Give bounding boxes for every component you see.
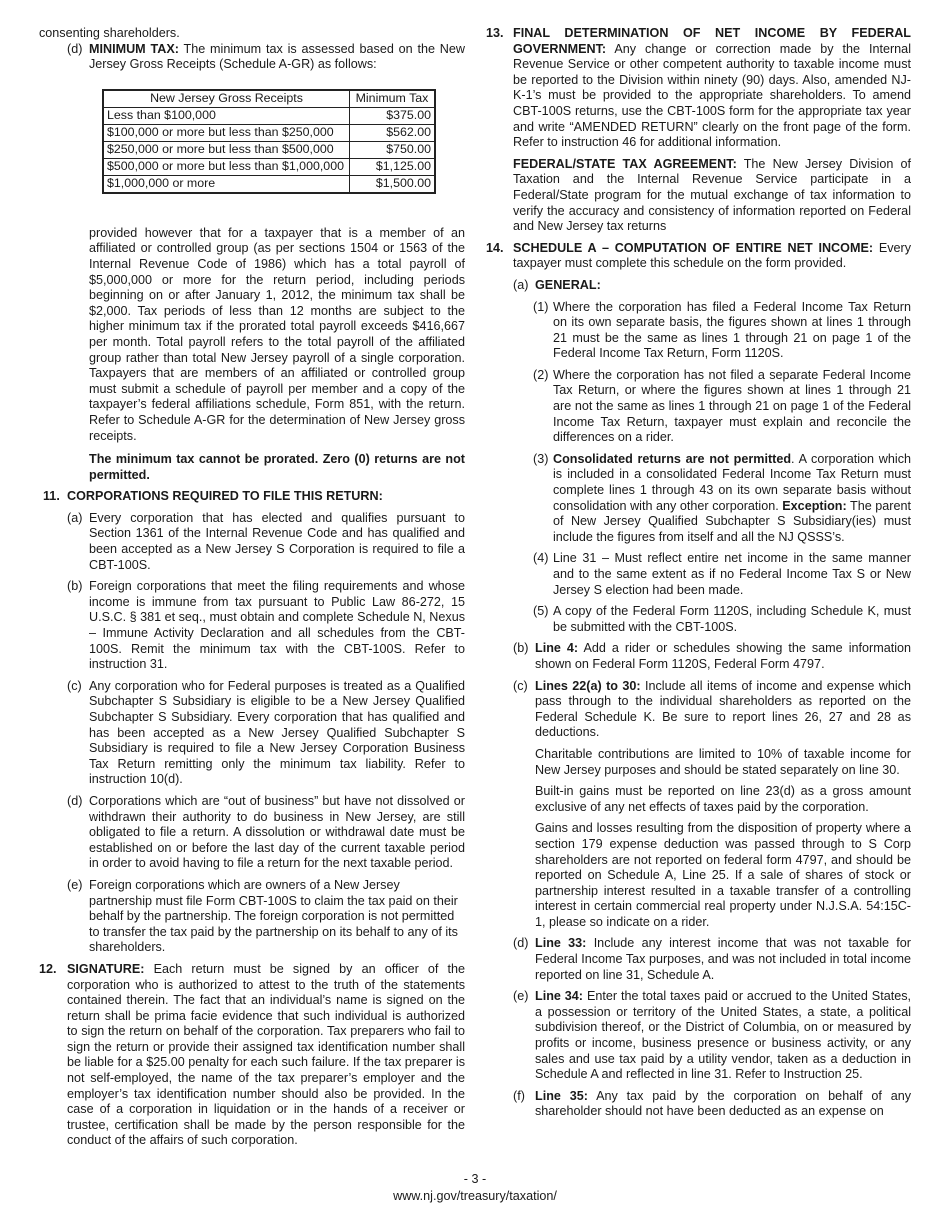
minimum-tax-item: (d) MINIMUM TAX: The minimum tax is assessed based on the New Jersey Gross Receipts (Schedule A-GR) as follows: [67, 41, 465, 72]
list-item: (e) Line 34: Enter the total taxes paid or accrued to the United States, a possession or territory of the United States, a state, a political subdivision thereof, or the District of Columbia, on or measured by profits or income, business presence or business activity, or any sales and use tax paid by a utility vendor, taken as a deduction in Schedule A and reflected in line 31. Refer to Instruction 25. [513, 989, 912, 1082]
list-item: (1) Where the corporation has filed a Federal Income Tax Return on its own separate basis, the figures shown at lines 1 through 21 must be the same as lines 1 through 21 on page 1 of the Federal Income Tax Return, Form 1120S. [533, 299, 911, 361]
section-14: 14. SCHEDULE A – COMPUTATION OF ENTIRE NET INCOME: Every taxpayer must complete this schedule on the form provided. [486, 240, 912, 271]
table-row: $1,000,000 or more $1,500.00 [103, 175, 435, 193]
table-row: Less than $100,000 $375.00 [103, 107, 435, 124]
list-item: (d) Line 33: Include any interest income that was not taxable for Federal Income Tax purposes, and was not included in total income reported on line 31, Schedule A. [513, 936, 912, 982]
left-column [39, 26, 465, 1155]
right-column [486, 26, 911, 1126]
list-item: (a) Every corporation that has elected and qualifies pursuant to Section 1361 of the Internal Revenue Code and has qualified and been accepted as a New Jersey S Corporation is required to file a CBT-100S. [67, 510, 465, 572]
footer-url: www.nj.gov/treasury/taxation/ [393, 1189, 557, 1203]
no-prorate-note: The minimum tax cannot be prorated. Zero (0) returns are not permitted. [89, 452, 465, 482]
minimum-tax-title: MINIMUM TAX: [89, 41, 179, 56]
section-11-list [67, 511, 465, 956]
table-row: $250,000 or more but less than $500,000 $750.00 [103, 141, 435, 158]
section-12-title: SIGNATURE: [67, 961, 145, 976]
list-item: (f) Line 35: Any tax paid by the corporation on behalf of any shareholder should not have been deducted as an expense on [513, 1088, 911, 1119]
list-item: (a) GENERAL: [513, 277, 601, 292]
minimum-tax-table [102, 89, 436, 194]
federal-state-agreement: FEDERAL/STATE TAX AGREEMENT: The New Jersey Division of Taxation and the Internal Revenue Service participate in a Federal/State program for the mutual exchange of tax information to verify the accuracy and consistency of information reported on Federal and New Jersey tax returns [513, 156, 911, 234]
section-14-list [513, 278, 911, 1120]
list-item: (b) Line 4: Add a rider or schedules showing the same information shown on Federal Form 1120S, Federal Form 4797. [513, 641, 912, 671]
provided-paragraph: provided however that for a taxpayer that is a member of an affiliated or controlled group (as per sections 1504 or 1563 of the Internal Revenue Code of 1986) which has a total payroll of $5,000,000 or more for the return period, including periods beginning on or after January 1, 2012, the minimum tax shall be $2,000. Tax periods of less than 12 months are subject to the higher minimum tax if the prorated total payroll exceeds $416,667 per month. Total payroll refers to the total payroll of the affiliated group rather than total New Jersey payroll of a single corporation. Taxpayers that are members of an affiliated or controlled group must submit a schedule of payroll per member and a copy of the taxpayer’s federal affiliations schedule, Form 851, with the return. Refer to Schedule A-GR for the determination of New Jersey gross receipts. [89, 225, 465, 443]
section-11: 11. CORPORATIONS REQUIRED TO FILE THIS RETURN: [43, 489, 383, 504]
table-row: $100,000 or more but less than $250,000 $562.00 [103, 124, 435, 141]
list-item: (2) Where the corporation has not filed a separate Federal Income Tax Return, or where the figures shown at lines 1 through 21 are not the same as lines 1 through 21 on page 1 of the Federal Income Tax Return, taxpayer must explain and reconcile the differences on a rider. [533, 367, 911, 445]
section-13: 13. FINAL DETERMINATION OF NET INCOME BY FEDERAL GOVERNMENT: Any change or correction made by the Internal Revenue Service or other competent authority to taxable income must be reported to the Division within ninety (90) days. Also, amended NJ-K-1’s must be provided to the appropriate shareholders. To amend CBT-100S returns, use the CBT-100S form for the appropriate tax year and write “AMENDED RETURN” clearly on the front page of the form. Refer to instruction 46 for additional information. [486, 26, 911, 150]
table-row: $500,000 or more but less than $1,000,000 $1,125.00 [103, 158, 435, 175]
table-header: New Jersey Gross Receipts [103, 90, 350, 108]
section-14-title: SCHEDULE A – COMPUTATION OF ENTIRE NET INCOME: [513, 240, 874, 255]
list-item: (c) Any corporation who for Federal purposes is treated as a Qualified Subchapter S Subsidiary is eligible to be a New Jersey Qualified Subchapter S Subsidiary. Every corporation that has qualified and has been accepted as a New Jersey Qualified Subchapter S Subsidiary is required to file a New Jersey Corporation Business Tax Return remitting only the minimum tax liability. Refer to instruction 10(d). [67, 678, 465, 787]
list-item: (b) Foreign corporations that meet the filing requirements and whose income is immune from tax pursuant to Public Law 86-272, 15 U.S.C. § 381 et seq., must obtain and complete Schedule N, Nexus – Immune Activity Declaration and all schedules from the CBT-100S. Remit the minimum tax with the CBT-100S. Refer to instruction 31. [67, 579, 465, 672]
page-number: - 3 - [463, 1172, 487, 1186]
section-13-title: FINAL DETERMINATION OF NET INCOME BY FEDERAL GOVERNMENT: [513, 26, 911, 56]
section-12: 12. SIGNATURE: Each return must be signed by an officer of the corporation who is authorized to attest to the truth of the statements contained therein. The fact that an individual’s name is signed on the return shall be prima facie evidence that such individual is authorized to sign the return on behalf of the corporation. Tax preparers who fail to sign the return or provide their assigned tax identification number shall be liable for a $25.00 penalty for each such failure. If the tax preparer is not self-employed, the name of the tax preparer’s employer and the employer’s tax identification number should also be provided. In the case of a corporation in liquidation or in the hands of a receiver or trustee, certification shall be made by the person responsible for the conduct of the affairs of such corporation. [39, 961, 466, 1148]
section-11-title: CORPORATIONS REQUIRED TO FILE THIS RETURN: [67, 489, 383, 504]
general-list [533, 300, 911, 636]
list-item: (e) Foreign corporations which are owners of a New Jersey partnership must file Form CBT-100S to claim the tax paid on their behalf by the partnership. The foreign corporation is not permitted to transfer the tax paid by the partnership on its behalf to any of its shareholders. [67, 877, 458, 955]
table-header: Minimum Tax [350, 90, 436, 108]
list-item: (3) Consolidated returns are not permitted. A corporation which is included in a consolidated Federal Income Tax Return must complete lines 1 through 43 on its own separate basis without consolidation with any other corporation. Exception: The parent of New Jersey Qualified Subchapter S Subsidiary(ies) must include the figures from itself and all the NJ QSSS’s. [533, 451, 911, 544]
list-item: (5) A copy of the Federal Form 1120S, including Schedule K, must be submitted with the CBT-100S. [533, 604, 911, 634]
list-item: (d) Corporations which are “out of business” but have not dissolved or withdrawn their authority to do business in New Jersey, are still obligated to file a return. A dissolution or withdrawal date must be established on or before the last day of the current taxable period in order to avoid having to file a return for the next taxable period. [67, 793, 465, 871]
list-item: (c) Lines 22(a) to 30: Include all items of income and expense which pass through to the individual shareholders as reported on the Federal Schedule K. Be sure to report lines 26, 27 and 28 as deductions. Charitable contributions are limited to 10% of taxable income for New Jersey purposes and should be stated separately on line 30. Built-in gains must be reported on line 23(d) as a gross amount exclusive of any net effects of taxes paid by the corporation. Gains and losses resulting from the disposition of property where a section 179 expense deduction was passed through to S Corp shareholders are not reported on federal form 4797, and should be reported on Schedule A, Line 25. If a sale of shares of stock or partnership interest resulted in a taxable transfer of a controlling interest in certain commercial real property under N.J.S.A. 54:15C-1, please so indicate on a rider. [513, 678, 911, 929]
intro-text: consenting shareholders. [39, 26, 180, 40]
list-item: (4) Line 31 – Must reflect entire net income in the same manner and to the same extent as if no Federal Income Tax S or New Jersey S election had been made. [533, 551, 911, 597]
